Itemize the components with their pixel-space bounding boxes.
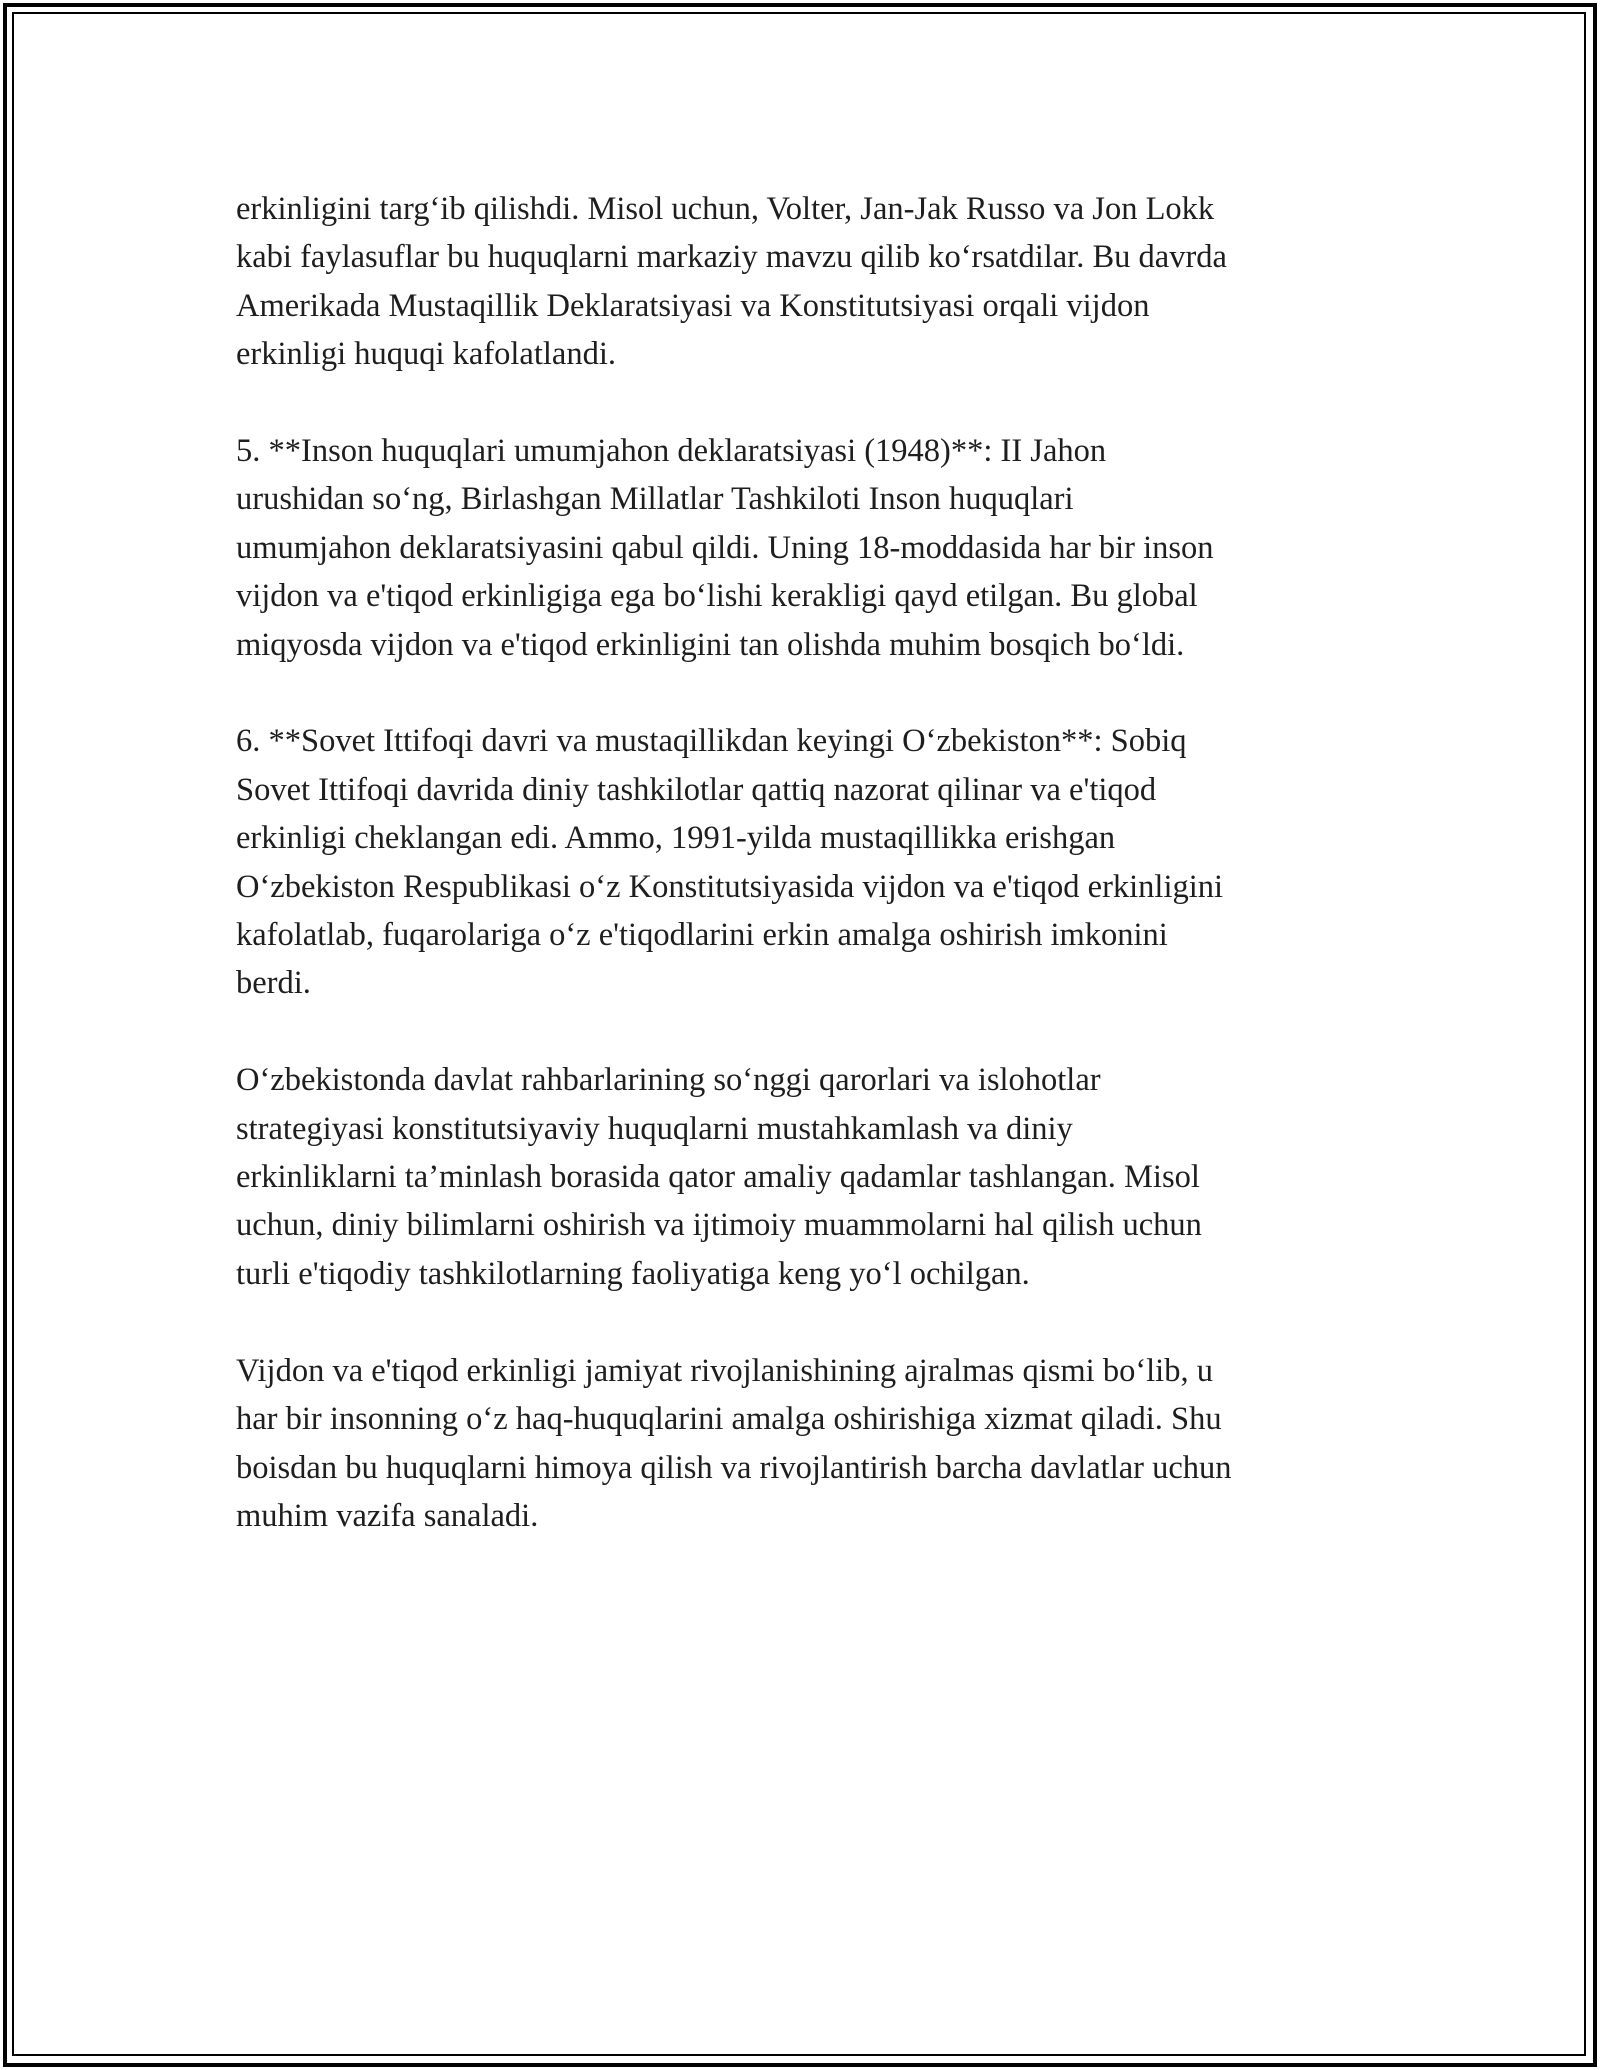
text-line: Amerikada Mustaqillik Deklaratsiyasi va Konstitutsiyasi orqali vijdon [236, 287, 1150, 324]
text-line: strategiyasi konstitutsiyaviy huquqlarni mustahkamlash va diniy [236, 1110, 1073, 1147]
text-line: O‘zbekiston Respublikasi o‘z Konstitutsiyasida vijdon va e'tiqod erkinligini [236, 868, 1224, 905]
text-line: muhim vazifa sanaladi. [236, 1497, 539, 1534]
text-line: miqyosda vijdon va e'tiqod erkinligini tan olishda muhim bosqich bo‘ldi. [236, 626, 1185, 663]
text-line: erkinliklarni ta’minlash borasida qator amaliy qadamlar tashlangan. Misol [236, 1159, 1200, 1196]
text-line: kafolatlab, fuqarolariga o‘z e'tiqodlarini erkin amalga oshirish imkonini [236, 917, 1168, 954]
paragraph-1 [236, 185, 1376, 379]
text-line: 6. **Sovet Ittifoqi davri va mustaqillikdan keyingi O‘zbekiston**: Sobiq [236, 723, 1187, 760]
text-line: vijdon va e'tiqod erkinligiga ega bo‘lishi kerakligi qayd etilgan. Bu global [236, 578, 1198, 615]
text-line: 5. **Inson huquqlari umumjahon deklaratsiyasi (1948)**: II Jahon [236, 433, 1107, 470]
text-line: umumjahon deklaratsiyasini qabul qildi. Uning 18-moddasida har bir inson [236, 529, 1214, 566]
paragraph-4 [236, 1056, 1376, 1298]
paragraph-3 [236, 717, 1376, 1007]
document-body [236, 185, 1376, 1589]
text-line: urushidan so‘ng, Birlashgan Millatlar Tashkiloti Inson huquqlari [236, 481, 1074, 518]
paragraph-2 [236, 427, 1376, 669]
text-line: O‘zbekistonda davlat rahbarlarining so‘nggi qarorlari va islohotlar [236, 1062, 1101, 1099]
text-line: berdi. [236, 965, 311, 1002]
text-line: erkinligi cheklangan edi. Ammo, 1991-yilda mustaqillikka erishgan [236, 820, 1116, 857]
text-line: boisdan bu huquqlarni himoya qilish va rivojlantirish barcha davlatlar uchun [236, 1449, 1232, 1486]
text-line: erkinligi huquqi kafolatlandi. [236, 336, 616, 373]
text-line: Vijdon va e'tiqod erkinligi jamiyat rivojlanishining ajralmas qismi bo‘lib, u [236, 1352, 1213, 1389]
text-line: har bir insonning o‘z haq-huquqlarini amalga oshirishiga xizmat qiladi. Shu [236, 1401, 1222, 1438]
paragraph-5 [236, 1347, 1376, 1541]
text-line: uchun, diniy bilimlarni oshirish va ijtimoiy muammolarni hal qilish uchun [236, 1207, 1202, 1244]
text-line: kabi faylasuflar bu huquqlarni markaziy mavzu qilib ko‘rsatdilar. Bu davrda [236, 239, 1227, 276]
text-line: erkinligini targ‘ib qilishdi. Misol uchun, Volter, Jan-Jak Russo va Jon Lokk [236, 191, 1215, 227]
text-line: Sovet Ittifoqi davrida diniy tashkilotlar qattiq nazorat qilinar va e'tiqod [236, 771, 1157, 808]
text-line: turli e'tiqodiy tashkilotlarning faoliyatiga keng yo‘l ochilgan. [236, 1255, 1030, 1292]
